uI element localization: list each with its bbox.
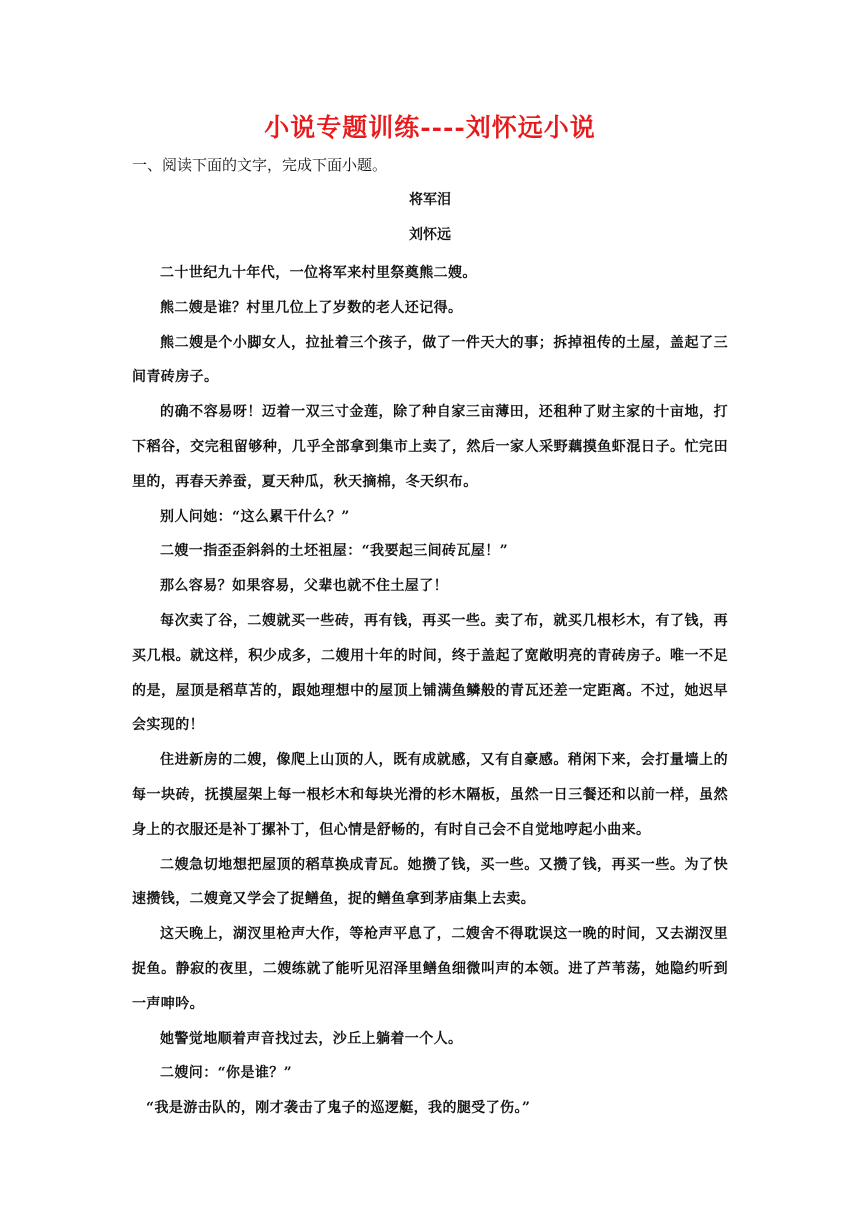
- section-heading: 一、阅读下面的文字，完成下面小题。: [132, 156, 388, 174]
- story-author: 刘怀远: [409, 227, 451, 243]
- document-title: 小说专题训练----刘怀远小说: [264, 113, 596, 142]
- paragraph: 熊二嫂是谁？村里几位上了岁数的老人还记得。: [160, 299, 463, 316]
- paragraph: 二嫂问：“你是谁？”: [160, 1065, 293, 1082]
- paragraph: 熊二嫂是个小脚女人，拉扯着三个孩子，做了一件天大的事；拆掉祖传的土屋，盖起了三间青砖房子。: [132, 334, 728, 386]
- paragraph: 住进新房的二嫂，像爬上山顶的人，既有成就感，又有自豪感。稍闲下来，会打量墙上的每一块砖，抚摸屋架上每一根杉木和每块光滑的杉木隔板，虽然一日三餐还和以前一样，虽然身上的衣服还是补丁摞补丁，但心情是舒畅的，有时自己会不自觉地哼起小曲来。: [132, 752, 728, 838]
- story-title: 将军泪: [409, 192, 451, 208]
- paragraph: 二十世纪九十年代，一位将军来村里祭奠熊二嫂。: [160, 265, 477, 281]
- paragraph: 每次卖了谷，二嫂就买一些砖，再有钱，再买一些。卖了布，就买几根杉木，有了钱，再买几根。就这样，积少成多，二嫂用十年的时间，终于盖起了宽敞明亮的青砖房子。唯一不足的是，屋顶是稻草苫的，跟她理想中的屋顶上铺满鱼鳞般的青瓦还差一定距离。不过，她迟早会实现的！: [132, 612, 728, 734]
- paragraph: 二嫂急切地想把屋顶的稻草换成青瓦。她攒了钱，买一些。又攒了钱，再买一些。为了快速攒钱，二嫂竟又学会了捉鳝鱼，捉的鳝鱼拿到茅庙集上去卖。: [132, 856, 728, 908]
- paragraph: 那么容易？如果容易，父辈也就不住土屋了！: [160, 578, 448, 595]
- paragraph: “我是游击队的，刚才袭击了鬼子的巡逻艇，我的腿受了伤。”: [146, 1100, 531, 1117]
- paragraph: 这天晚上，湖汊里枪声大作，等枪声平息了，二嫂舍不得耽误这一晚的时间，又去湖汊里捉鱼。静寂的夜里，二嫂练就了能听见沼泽里鳝鱼细微叫声的本领。进了芦苇荡，她隐约听到一声呻吟。: [132, 926, 728, 1012]
- story-body: [132, 256, 728, 1126]
- paragraph: 的确不容易呀！迈着一双三寸金莲，除了种自家三亩薄田，还租种了财主家的十亩地，打下稻谷，交完租留够种，几乎全部拿到集市上卖了，然后一家人采野藕摸鱼虾混日子。忙完田里的，再春天养蚕，夏天种瓜，秋天摘棉，冬天织布。: [132, 404, 728, 490]
- paragraph: 二嫂一指歪歪斜斜的土坯祖屋：“我要起三间砖瓦屋！”: [160, 543, 509, 560]
- paragraph: 别人问她：“这么累干什么？”: [160, 508, 350, 525]
- paragraph: 她警觉地顺着声音找过去，沙丘上躺着一个人。: [160, 1030, 463, 1047]
